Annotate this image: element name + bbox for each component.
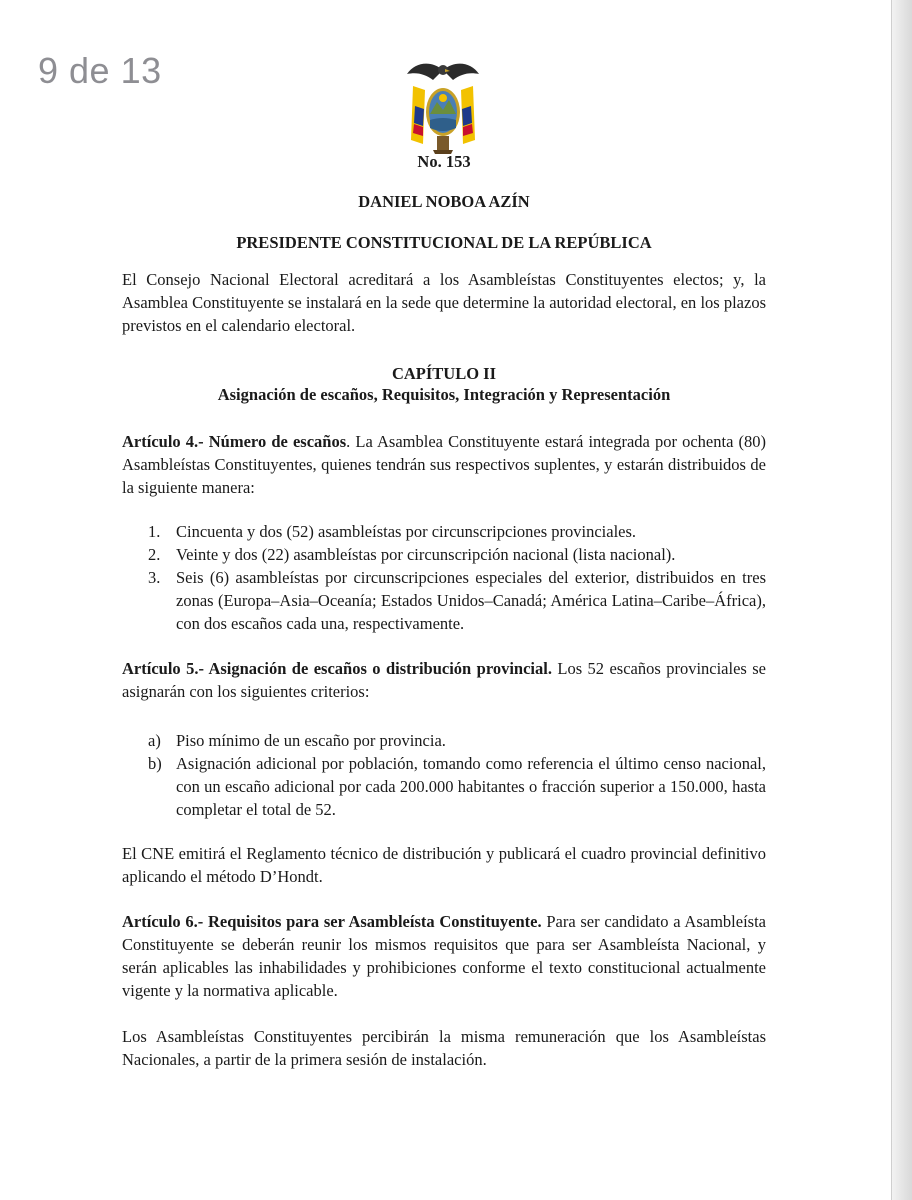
list-text: Piso mínimo de un escaño por provincia. xyxy=(176,731,446,750)
list-marker: 3. xyxy=(148,568,161,587)
page-edge xyxy=(892,0,912,1200)
list-marker: 1. xyxy=(148,522,161,541)
list-text: Asignación adicional por población, tomando como referencia el último censo nacional, con un escaño adicional por cada 200.000 habitantes o fracción superior a 150.000, hasta completar el total de 52. xyxy=(176,754,766,819)
chapter-subtitle: Asignación de escaños, Requisitos, Integración y Representación xyxy=(217,385,671,404)
list-marker: a) xyxy=(148,731,161,750)
article-4-heading: Artículo 4.- Número de escaños xyxy=(122,432,347,451)
article-5-paragraph xyxy=(122,657,766,703)
coat-of-arms-icon xyxy=(403,56,483,156)
article-5-text: Los 52 escaños provinciales se asignarán con los siguientes criterios: xyxy=(122,659,766,701)
article-5-heading: Artículo 5.- Asignación de escaños o distribución provincial. xyxy=(122,659,552,678)
article-5-closing: El CNE emitirá el Reglamento técnico de distribución y publicará el cuadro provincial definitivo aplicando el método D’Hondt. xyxy=(122,844,766,886)
list-text: Seis (6) asambleístas por circunscripciones especiales del exterior, distribuidos en tres zonas (Europa–Asia–Oceanía; Estados Unidos–Canadá; América Latina–Caribe–África), con dos escaños cada una, respectivamente. xyxy=(176,568,766,633)
list-text: Veinte y dos (22) asambleístas por circunscripción nacional (lista nacional). xyxy=(176,545,676,564)
intro-paragraph: El Consejo Nacional Electoral acreditará a los Asambleístas Constituyentes electos; y, la Asamblea Constituyente se instalará en la sede que determine la autoridad electoral, en los plazos previstos en el calendario electoral. xyxy=(122,270,766,335)
article-6-heading: Artículo 6.- Requisitos para ser Asambleísta Constituyente. xyxy=(122,912,542,931)
article-6-text: Para ser candidato a Asambleísta Constituyente se deberán reunir los mismos requisitos que para ser Asambleísta Nacional, y serán aplicables las inhabilidades y prohibiciones conforme el texto constitucional actualmente vigente y la normativa aplicable. xyxy=(122,912,766,1000)
list-text: Cincuenta y dos (52) asambleístas por circunscripciones provinciales. xyxy=(176,522,637,541)
list-marker: b) xyxy=(148,754,162,773)
article-4-paragraph xyxy=(122,430,766,499)
president-name: DANIEL NOBOA AZÍN xyxy=(358,192,530,211)
chapter-title: CAPÍTULO II xyxy=(391,364,497,383)
article-4-text: . La Asamblea Constituyente estará integrada por ochenta (80) Asambleístas Constituyentes, quienes tendrán sus respectivos suplentes, y estarán distribuidos de la siguiente manera: xyxy=(122,432,766,497)
article-6-closing: Los Asambleístas Constituyentes percibirán la misma remuneración que los Asambleístas Nacionales, a partir de la primera sesión de instalación. xyxy=(122,1027,766,1069)
list-marker: 2. xyxy=(148,545,161,564)
page-counter: 9 de 13 xyxy=(38,50,162,91)
president-title: PRESIDENTE CONSTITUCIONAL DE LA REPÚBLICA xyxy=(236,233,652,252)
decree-number: No. 153 xyxy=(417,152,471,171)
article-6-paragraph xyxy=(122,910,766,1002)
